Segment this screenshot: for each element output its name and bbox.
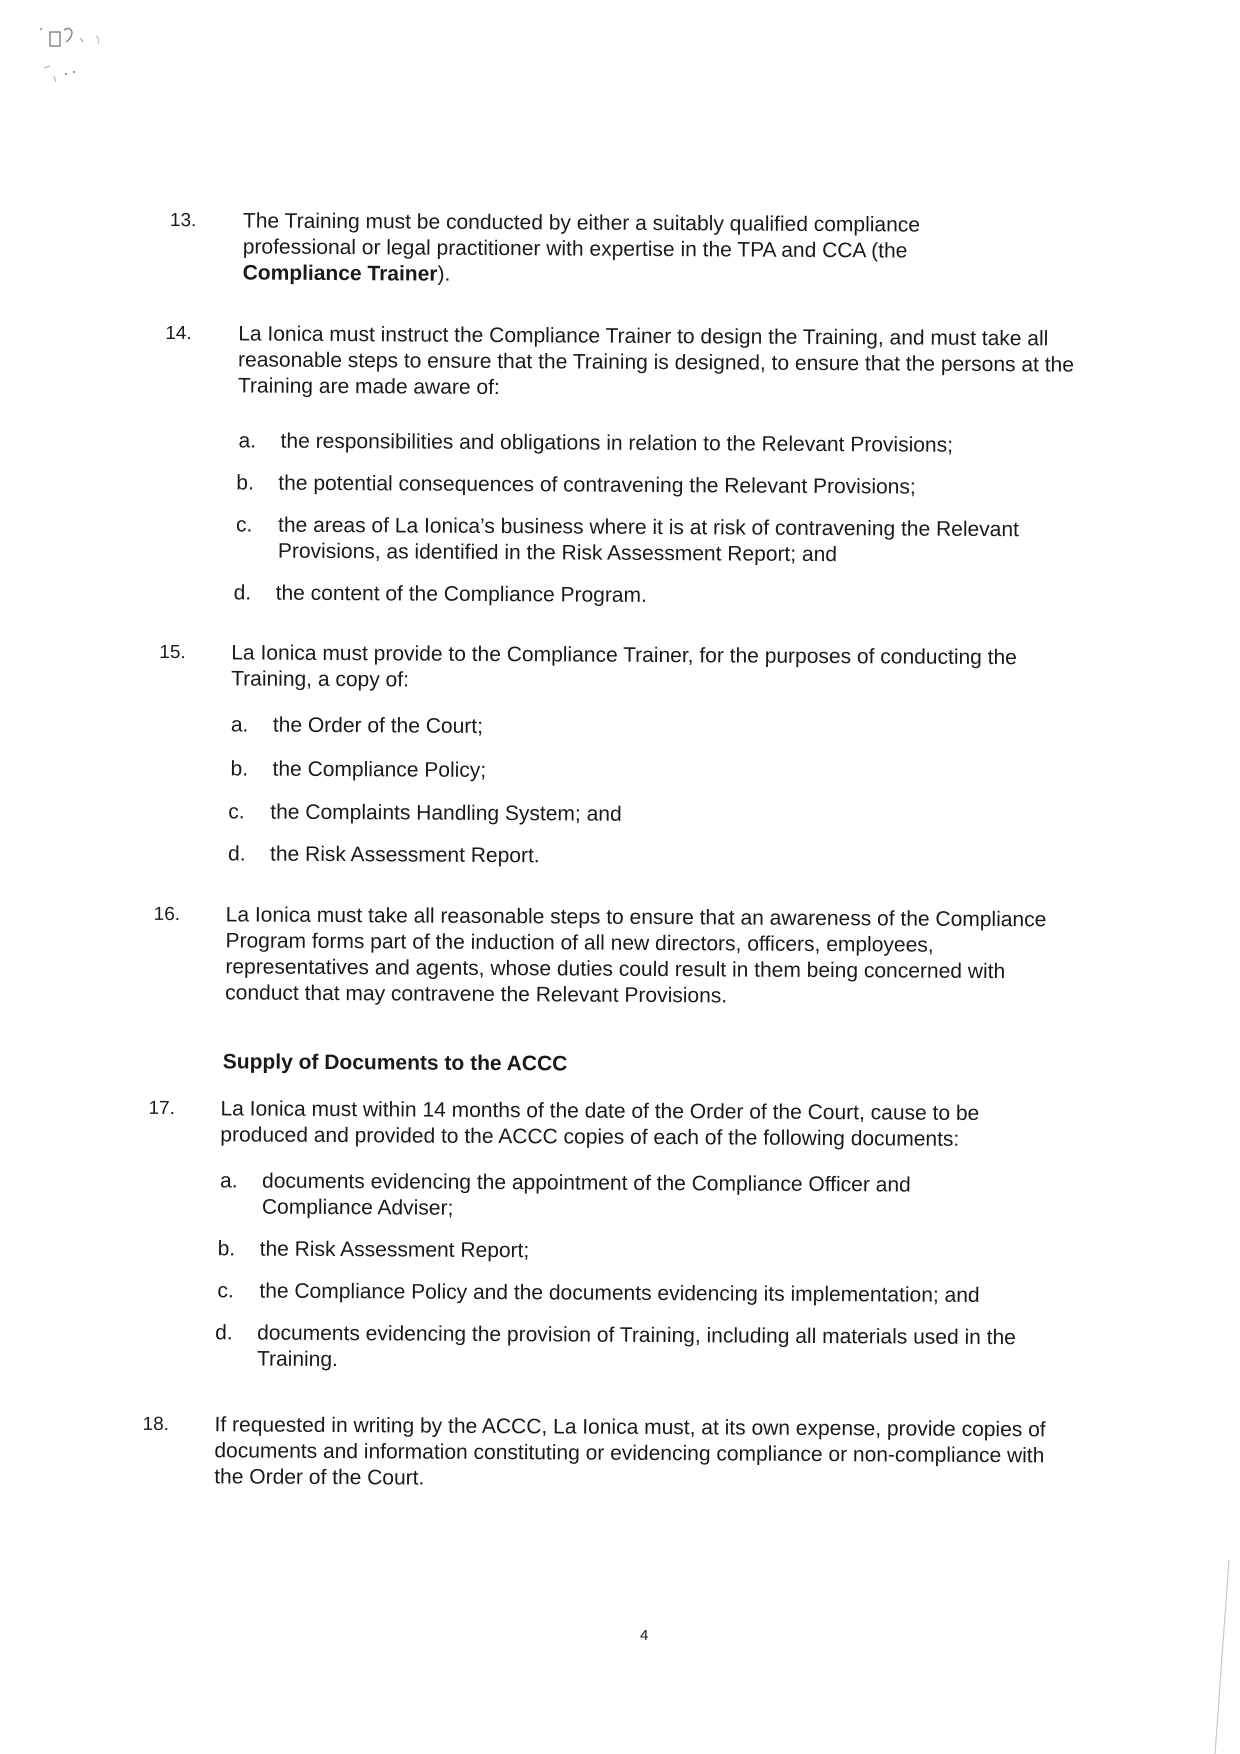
list-item-letter: a. — [220, 1169, 238, 1193]
paragraph-text: La Ionica must within 14 months of the date of the Order of the Court, cause to be produced and provided to the ACCC copies of each of the following documents: — [220, 1097, 980, 1151]
list-item-text: the Complaints Handling System; and — [270, 800, 622, 826]
paragraph-text-end: ). — [437, 262, 451, 286]
list-item-text: the responsibilities and obligations in relation to the Relevant Provisions; — [280, 429, 954, 457]
list-item-letter: d. — [227, 842, 246, 866]
defined-term: Compliance Trainer — [242, 261, 438, 286]
list-item-text: documents evidencing the provision of Training, including all materials used in the Training. — [256, 1321, 1016, 1372]
paragraph-text: La Ionica must instruct the Compliance Trainer to design the Training, and must take all reasonable steps to ensure that the Training is designed, to ensure that the persons at the Training are made aware of: — [237, 322, 1075, 400]
list-item-text: the Risk Assessment Report; — [259, 1237, 530, 1263]
list-item-letter: b. — [230, 757, 249, 781]
paragraph-number: 16. — [153, 903, 181, 926]
paragraph-text-start: The Training must be conducted by either a suitably qualified compliance professional or legal practitioner with expertise in the TPA and CCA (the — [242, 209, 921, 263]
paragraph-text: If requested in writing by the ACCC, La Ionica must, at its own expense, provide copies of documents and information constituting or evidencing compliance or non-compliance with the Order of the Court. — [214, 1413, 1046, 1490]
paragraph-number: 13. — [169, 210, 197, 232]
page-number: 4 — [640, 1627, 649, 1644]
paragraph-number: 14. — [165, 322, 192, 345]
list-item-text: the potential consequences of contravening the Relevant Provisions; — [278, 471, 916, 499]
paragraph-number: 17. — [148, 1097, 175, 1120]
scan-artifact-marks — [34, 16, 144, 96]
paragraph-number: 18. — [142, 1413, 170, 1436]
list-item-letter: d. — [215, 1321, 233, 1345]
list-item-letter: d. — [233, 581, 252, 605]
list-item-letter: c. — [217, 1279, 234, 1303]
paragraph-text — [243, 208, 1003, 291]
list-item-letter: a. — [230, 713, 249, 737]
list-item-text: the Risk Assessment Report. — [269, 842, 540, 868]
list-item-text: the areas of La Ionica’s business where it is at risk of contravening the Relevant Provisions, as identified in the Risk Assessment Report; and — [277, 513, 1019, 567]
paragraph-text: La Ionica must provide to the Compliance Trainer, for the purposes of conducting the Training, a copy of: — [231, 641, 1017, 692]
paragraph-text: La Ionica must take all reasonable steps to ensure that an awareness of the Compliance Program forms part of the induction of all new directors, officers, employees, representatives and agents, whose duties could result in them being concerned with conduct that may contravene the Relevant Provisions. — [225, 903, 1047, 1008]
list-item-letter: b. — [236, 471, 254, 495]
list-item-letter: b. — [217, 1237, 236, 1261]
list-item-text: the Compliance Policy; — [272, 757, 487, 782]
list-item-text: the content of the Compliance Program. — [275, 581, 647, 607]
list-item-text: the Order of the Court; — [272, 713, 484, 738]
list-item-text: documents evidencing the appointment of the Compliance Officer and Compliance Adviser; — [261, 1169, 911, 1220]
paragraph-number: 15. — [159, 641, 186, 664]
list-item-letter: c. — [236, 513, 253, 537]
list-item-letter: a. — [238, 429, 257, 453]
section-heading: Supply of Documents to the ACCC — [222, 1050, 568, 1076]
list-item-text: the Compliance Policy and the documents evidencing its implementation; and — [259, 1279, 980, 1307]
document-body — [1, 0, 1240, 1490]
list-item-letter: c. — [228, 800, 245, 824]
scan-edge-line — [1205, 1560, 1235, 1754]
